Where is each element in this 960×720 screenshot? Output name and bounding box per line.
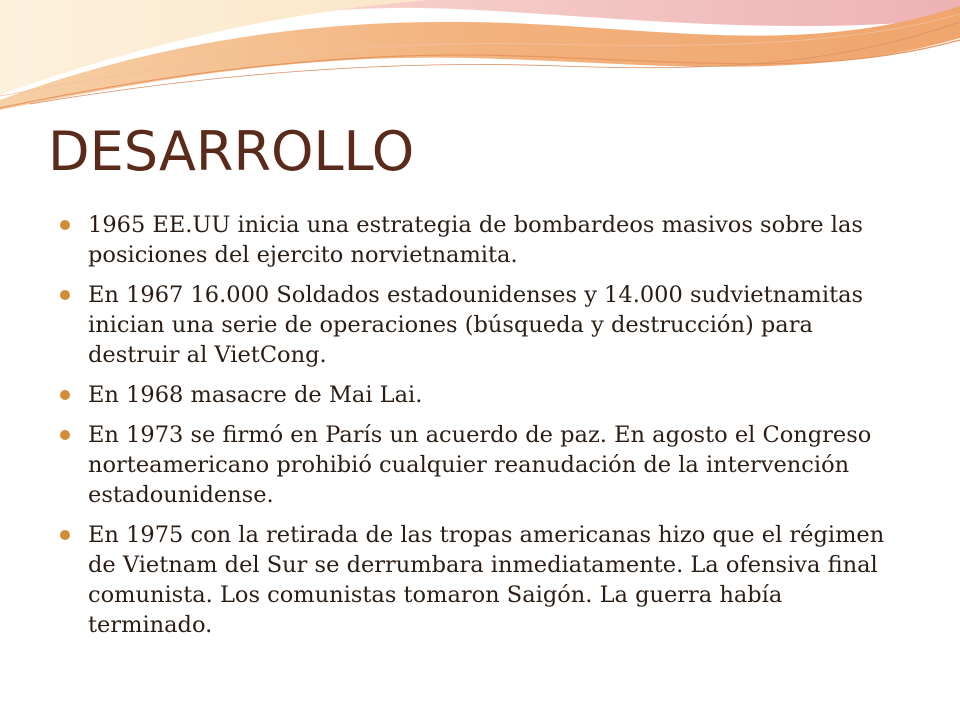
bullet-item [60, 520, 890, 640]
bullet-item [60, 380, 890, 410]
circle-bullet-icon [60, 220, 70, 230]
circle-bullet-icon [60, 290, 70, 300]
bullet-text: 1965 EE.UU inicia una estrategia de bombardeos masivos sobre las posiciones del ejercito norvietnamita. [88, 212, 863, 268]
bullet-text: En 1968 masacre de Mai Lai. [88, 382, 423, 408]
bullet-text: En 1973 se firmó en París un acuerdo de paz. En agosto el Congreso norteamericano prohibió cualquier reanudación de la intervención estadounidense. [88, 422, 872, 508]
bullet-text: En 1967 16.000 Soldados estadounidenses y 14.000 sudvietnamitas inician una serie de operaciones (búsqueda y destrucción) para destruir al VietCong. [88, 282, 864, 368]
circle-bullet-icon [60, 530, 70, 540]
circle-bullet-icon [60, 390, 70, 400]
slide-title: DESARROLLO [48, 120, 415, 183]
bullet-text: En 1975 con la retirada de las tropas americanas hizo que el régimen de Vietnam del Sur se derrumbara inmediatamente. La ofensiva final comunista. Los comunistas tomaron Saigón. La guerra había terminado. [88, 522, 885, 638]
bullet-item [60, 420, 890, 510]
bullet-list [60, 210, 890, 650]
bullet-item [60, 280, 890, 370]
bullet-item [60, 210, 890, 270]
circle-bullet-icon [60, 430, 70, 440]
